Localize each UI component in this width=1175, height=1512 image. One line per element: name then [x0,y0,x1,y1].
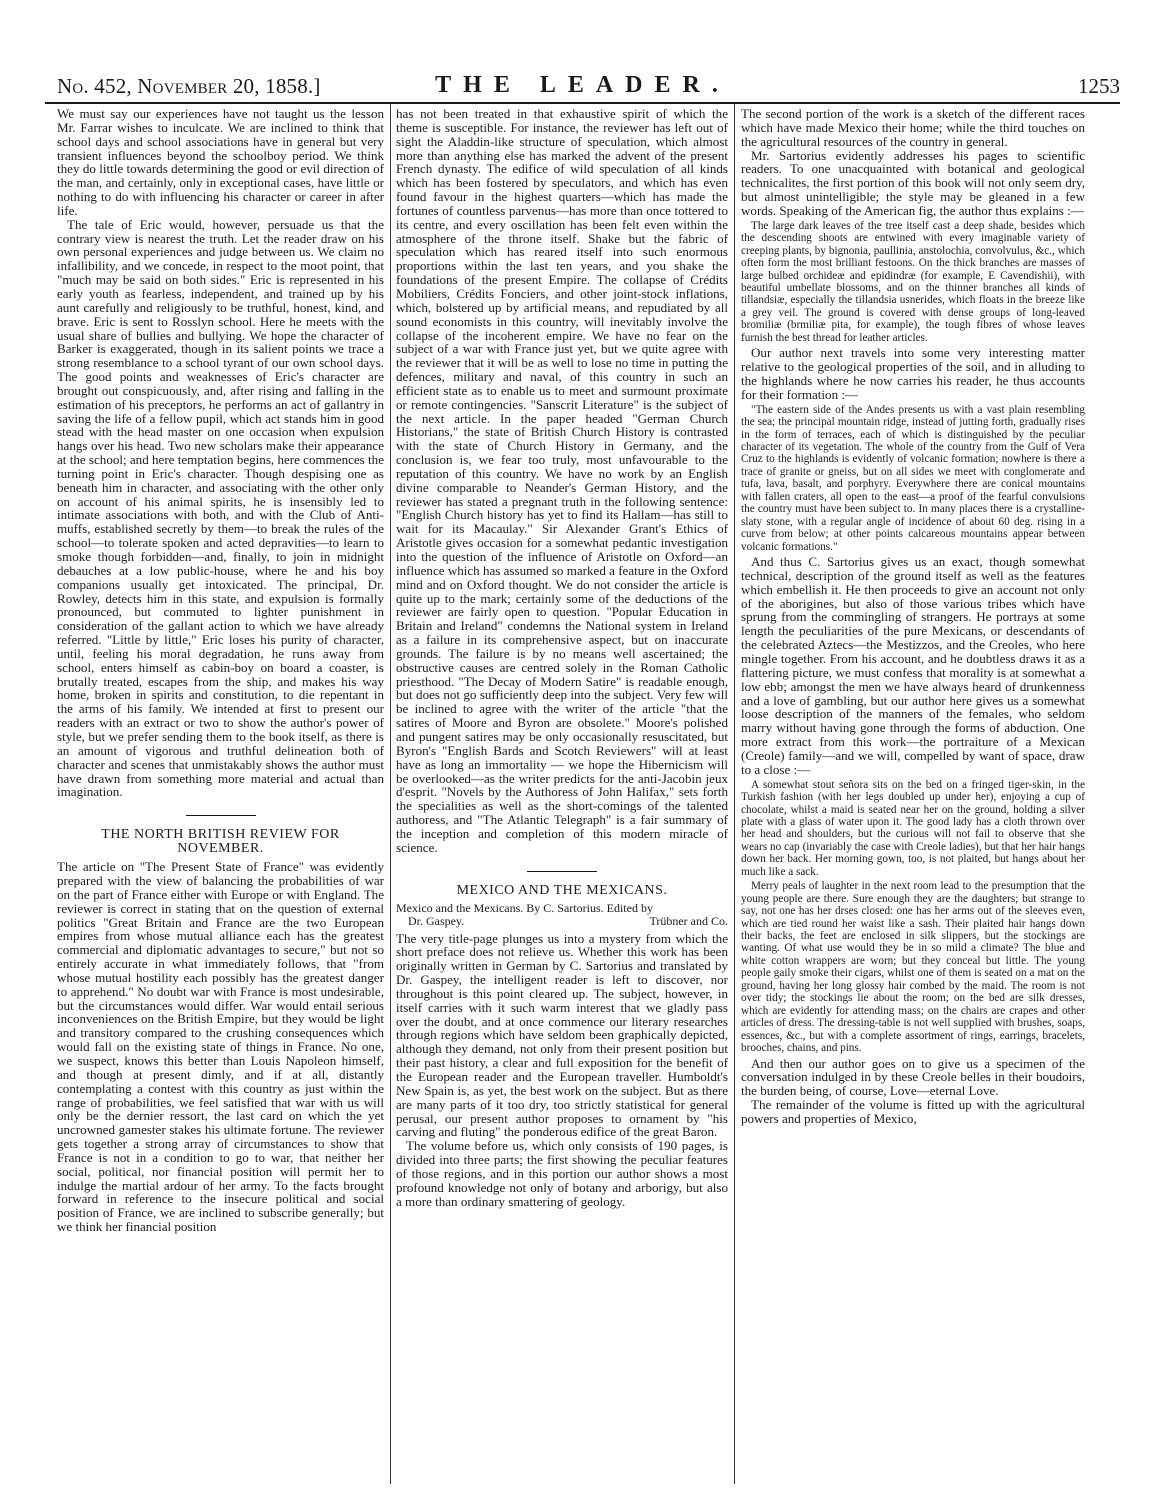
book-citation [396,902,728,928]
paragraph: The second portion of the work is a sketch of the different races which have made Mexico their home; while the third touches on the agricultural resources of the country in general. [741,107,1085,149]
paragraph: The tale of Eric would, however, persuade us that the contrary view is nearest the truth. Let the reader draw on his own personal experiences and judge between us. We claim no infallibility, and we concede, in respect to the moot point, that "much may be said on both sides." Eric is represented in his early youth as fearless, independent, and trained up by his aunt carefully and religiously to be truthful, honest, kind, and brave. Eric is sent to Rosslyn school. Here he meets with the usual share of bullies and bullying. We hope the character of Barker is exaggerated, though in its salient points we trace a strong resemblance to a school tyrant of our own school days. The good points and weaknesses of Eric's character are brought out conspicuously, and, after rising and falling in the estimation of his preceptors, he performs an act of gallantry in saving the life of a fellow pupil, which act stands him in good stead with the head master on one occasion when expulsion hangs over his head. Two new scholars make their appearance at the school; and here temptation begins, here commences the turning point in Eric's character. Though despising one as beneath him in character, and associating with the other only on account of his animal spirits, he is insensibly led to intimate associations with both, and with the Club of Anti-muffs, established secretly by them—to break the rules of the school—to tolerate spoken and acted depravities—to learn to smoke though forbidden—and, finally, to join in midnight debauches at a low public-house, where he and his boy companions usually get intoxicated. The principal, Dr. Rowley, detects him in this state, and expulsion is formally pronounced, but commuted to lighter punishment in consideration of the gallant action to which we have already referred. "Little by little," Eric loses his purity of character, until, feeling his moral degradation, he runs away from school, enters himself as cabin-boy on board a coaster, is brutally treated, escapes from the ship, and makes his way home, broken in spirits and constitution, to die repentant in the arms of his family. We intended at first to present our readers with an extract or two to show the author's power of style, but we prefer sending them to the book itself, as there is an amount of vigorous and truthful delineation both of character and scenes that unmistakably shows the author must have drawn from something more material and actual than imagination. [57,216,384,800]
citation-editor: Dr. Gaspey. [408,913,465,928]
section-heading-mexico: MEXICO AND THE MEXICANS. [456,882,668,898]
paragraph: Mr. Sartorius evidently addresses his pages to scientific readers. To one unacquainted with botanical and geological technicalites, the first portion of this book will not only seem dry, but almost unintelligible; the style may be gleaned in a few words. Speaking of the American fig, the author thus explains :— [741,147,1085,218]
block-quote: Merry peals of laughter in the next room lead to the presumption that the young people are there. Sure enough they are the daughters; but strange to say, not one has her drses closed: one has her arms out of the sleeves even, which are tied round her waist like a sash. Their plaited hair hangs down their backs, the feet are enclosed in silk slippers, but the stockings are wanting. Of what use would they be in so mild a climate? The blue and white cotton wrappers are worn; but they conceal but little. The young people gaily smoke their cigars, whilst one of them is seated on a mat on the ground, having her long glossy hair combed by the maid. The room is not over tidy; the stockings lie about the room; on the bed are silk dresses, which are evidently for attending mass; on the chairs are crapes and other articles of dress. The dressing-table is not well supplied with brushes, soaps, essences, &c., but with a complete assortment of rings, earrings, bracelets, brooches, chains, and pins. [741,880,1085,1055]
masthead-title: THE LEADER. [435,72,730,98]
block-quote: The large dark leaves of the tree itself cast a deep shade, besides which the descending shoots are entwined with every imaginable variety of creeping plants, by bignonia, paullinia, anstolochia, convolvulus, &c., which often form the most brilliant festoons. On the thick branches are masses of large bulbed orchideæ and epidindræ (for example, E Cavendishii), with beautiful umbellate blossoms, and on the thinner branches all kinds of tillandsiæ, especially the tillandsia usnerides, which floats in the breeze like a grey veil. The ground is covered with dense groups of long-leaved bromiliæ (brmiliæ pita, for example), the tough fibres of whose leaves furnish the best thread for leather articles. [741,219,1085,344]
column-divider [734,104,735,1484]
issue-date: No. 452, November 20, 1858.] [57,74,321,98]
paragraph: Our author next travels into some very interesting matter relative to the geological properties of the soil, and in alluding to the highlands where he now carries his reader, he thus accounts for their formation :— [741,345,1085,402]
paragraph: We must say our experiences have not taught us the lesson Mr. Farrar wishes to inculcate. We are inclined to think that school days and school associations have in general but very transient influences beyond the schoolboy period. We think they do little towards determining the good or evil direction of the man, and certainly, only in exceptional cases, have little or nothing to do with influencing his character or career in after life. [57,107,384,218]
block-quote: "The eastern side of the Andes presents us with a vast plain resembling the sea; the principal mountain ridge, instead of jutting forth, gradually rises in the form of terraces, each of which is distinguished by the peculiar character of its vegetation. The whole of the country from the Gulf of Vera Cruz to the highlands is evidently of volcanic formation; nowhere is there a trace of granite or gneiss, but on all sides we meet with conglomerate and tufa, lava, basalt, and porphyry. Everywhere there are conical mountains with fallen craters, all open to the east—a proof of the fearful convulsions the country must have been subject to. In many places there is a crystalline-slaty stone, with a regular angle of incidence of about 60 deg. rising in a curve from below; at other points calcareous mountains appear between volcanic formations." [741,403,1085,553]
column-3 [741,107,1085,1484]
paragraph: has not been treated in that exhaustive spirit of which the theme is susceptible. For instance, the reviewer has left out of sight the Aladdin-like structure of speculation, which almost more than anything else has marked the advent of the present French dynasty. The edifice of wild speculation of all kinds which has been fostered by speculators, and which has even found favour in the highest quarters—which has made the fortunes of countless parvenus—has more than once tottered to its centre, and every oscillation has been felt even within the atmosphere of the throne itself. Shake but the fabric of speculation which has reared itself into such enormous proportions within the last ten years, and you shake the foundations of the present Empire. The collapse of Crédits Mobiliers, Crédits Fonciers, and other joint-stock inflations, which, bolstered up by artificial means, and repudiated by all sound economists in this country, will inevitably involve the collapse of the incoherent empire. We have no fear on the subject of a war with France just yet, but we quite agree with the reviewer that it will be as well to lose no time in putting the defences, military and naval, of this country in such an efficient state as to enable us to meet and surmount proximate or remote contingencies. "Sanscrit Literature" is the subject of the next article. In the paper headed "German Church Historians," the state of British Church History is contrasted with the state of Church History in Germany, and the conclusion is, we fear too truly, most unfavourable to the reputation of this country. We have no work by an English divine comparable to Neander's German History, and the reviewer has stated a pregnant truth in the following sentence: "English Church history has yet to find its Hallam—has still to wait for its Macaulay." Sir Alexander Grant's Ethics of Aristotle gives occasion for a somewhat pedantic investigation into the question of the influence of Aristotle on Oxford—an influence which has assumed so marked a feature in the Oxford mind and on Oxford thought. We do not consider the article is quite up to the mark; certainly some of the deductions of the reviewer are fairly open to question. "Popular Education in Britain and Ireland" condemns the National system in Ireland as a failure in its comprehensive aspect, but on inaccurate grounds. The failure is by no means well ascertained; the obstructive causes are centred solely in the Roman Catholic priesthood. "The Decay of Modern Satire" is readable enough, but does not go sufficiently deep into the subject. Very few will be inclined to agree with the writer of the article "that the satires of Moore and Byron are obsolete." Moore's polished and pungent satires may be only occasionally resuscitated, but Byron's "English Bards and Scotch Reviewers" will at least have as long an immortality — we hope the Hibernicism will be overlooked—as the writer predicts for the anti-Jacobin jeux d'esprit. "Novels by the Authoress of John Halifax," sets forth the specialities as well as the short-comings of the talented authoress, and "The Atlantic Telegraph" is a fair summary of the inception and completion of this modern miracle of science. [396,107,728,855]
header-rule [45,102,1120,104]
column-divider [390,104,391,1484]
page-header [45,72,1120,100]
block-quote: A somewhat stout señora sits on the bed on a fringed tiger-skin, in the Turkish fashion (with her legs doubled up under her), enjoying a cup of chocolate, whilst a maid is seated near her on the ground, holding a silver plate with a glass of water upon it. The good lady has a cloth thrown over her head and shoulders, but the curious will not fail to observe that she wears no cap (invariably the case with Creole ladies), but that her hair hangs down her back. Her morning gown, too, is not plaited, but hangs about her much like a sack. [741,778,1085,878]
paragraph: The article on "The Present State of France" was evidently prepared with the view of balancing the probabilities of war on the part of France either with Europe or with England. The reviewer is correct in stating that on the question of external politics "Great Britain and France are the two European empires from whose mutual alliance each has the greatest commercial and diplomatic advantages to secure," but not so entirely accurate in what immediately follows, that "from whose mutual hostility each possibly has the greatest danger to apprehend." No doubt war with France is most undesirable, but the circumstances would differ. War would entail serious inconveniences on the British Empire, but they would be light and transitory compared to the crushing consequences which would fall on the existing state of things in France. No one, we suspect, knows this better than Louis Napoleon himself, and though at present dimly, and if at all, distantly contemplating a contest with this country as just within the range of probabilities, we feel satisfied that war with us will only be the dernier ressort, the last card on which the yet uncrowned gamester stakes his ultimate fortune. The reviewer gets together a strong array of circumstances to show that France is not in a condition to go to war, that neither her social, political, nor financial position will permit her to indulge the martial ardour of her army. To the facts brought forward in reference to the insecure political and social position of France, we are inclined to subscribe generally; but we think her financial position [57,859,384,1235]
column-1 [57,107,384,1484]
section-divider [527,871,597,872]
column-2 [396,107,728,1484]
citation-publisher: Trübner and Co. [649,913,728,928]
section-heading-north-british-review: THE NORTH BRITISH REVIEW FOR NOVEMBER. [101,827,340,857]
page-number: 1253 [1078,74,1120,98]
paragraph: And thus C. Sartorius gives us an exact, though somewhat technical, description of the ground itself as well as the features which embellish it. He then proceeds to give an account not only of the aborigines, but also of those various tribes which have sprung from the commingling of strangers. He portrays at some length the peculiarities of the pure Mexicans, or descendants of the celebrated Aztecs—the Mestizzos, and the Creoles, who here mingle together. From his account, and he doubtless draws it as a flattering picture, we must confess that morality is at somewhat a low ebb; amongst the men we have always heard of drunkenness and a love of gambling, but our author here gives us a somewhat loose description of the manners of the females, who seldom marry without having gone through the forms of abduction. One more extract from this work—the portraiture of a Mexican (Creole) family—and we will, compelled by want of space, draw to a close :— [741,554,1085,777]
paragraph: The volume before us, which only consists of 190 pages, is divided into three parts; the first showing the peculiar features of those regions, and in this portion our author shows a most profound knowledge not only of botany and arborigy, but also a more than ordinary smattering of geology. [396,1138,728,1209]
paragraph: The very title-page plunges us into a mystery from which the short preface does not relieve us. Whether this work has been originally written in German by C. Sartorius and translated by Dr. Gaspey, the intelligent reader is left to discover, nor throughout is this point cleared up. The subject, however, in itself carries with it such warm interest that we gladly pass over the doubt, and at once commence our literary researches through regions which have seldom been graphically depicted, although they demand, not only from their present position but their past history, a clear and full exposition for the benefit of the European reader and the European traveller. Humboldt's New Spain is, as yet, the best work on the subject. But as there are many parts of it too dry, too strictly statistical for general perusal, our present author proposes to ornament by "his carving and fluting" the ponderous edifice of the great Baron. [396,930,728,1140]
paragraph: And then our author goes on to give us a specimen of the conversation indulged in by these Creole belles in their boudoirs, the burden being, of course, Love—eternal Love. [741,1055,1085,1099]
section-divider [186,815,256,816]
citation-line: Mexico and the Mexicans. By C. Sartorius. Edited by [396,900,653,915]
paragraph: The remainder of the volume is fitted up with the agricultural powers and properties of Mexico, [741,1097,1085,1126]
